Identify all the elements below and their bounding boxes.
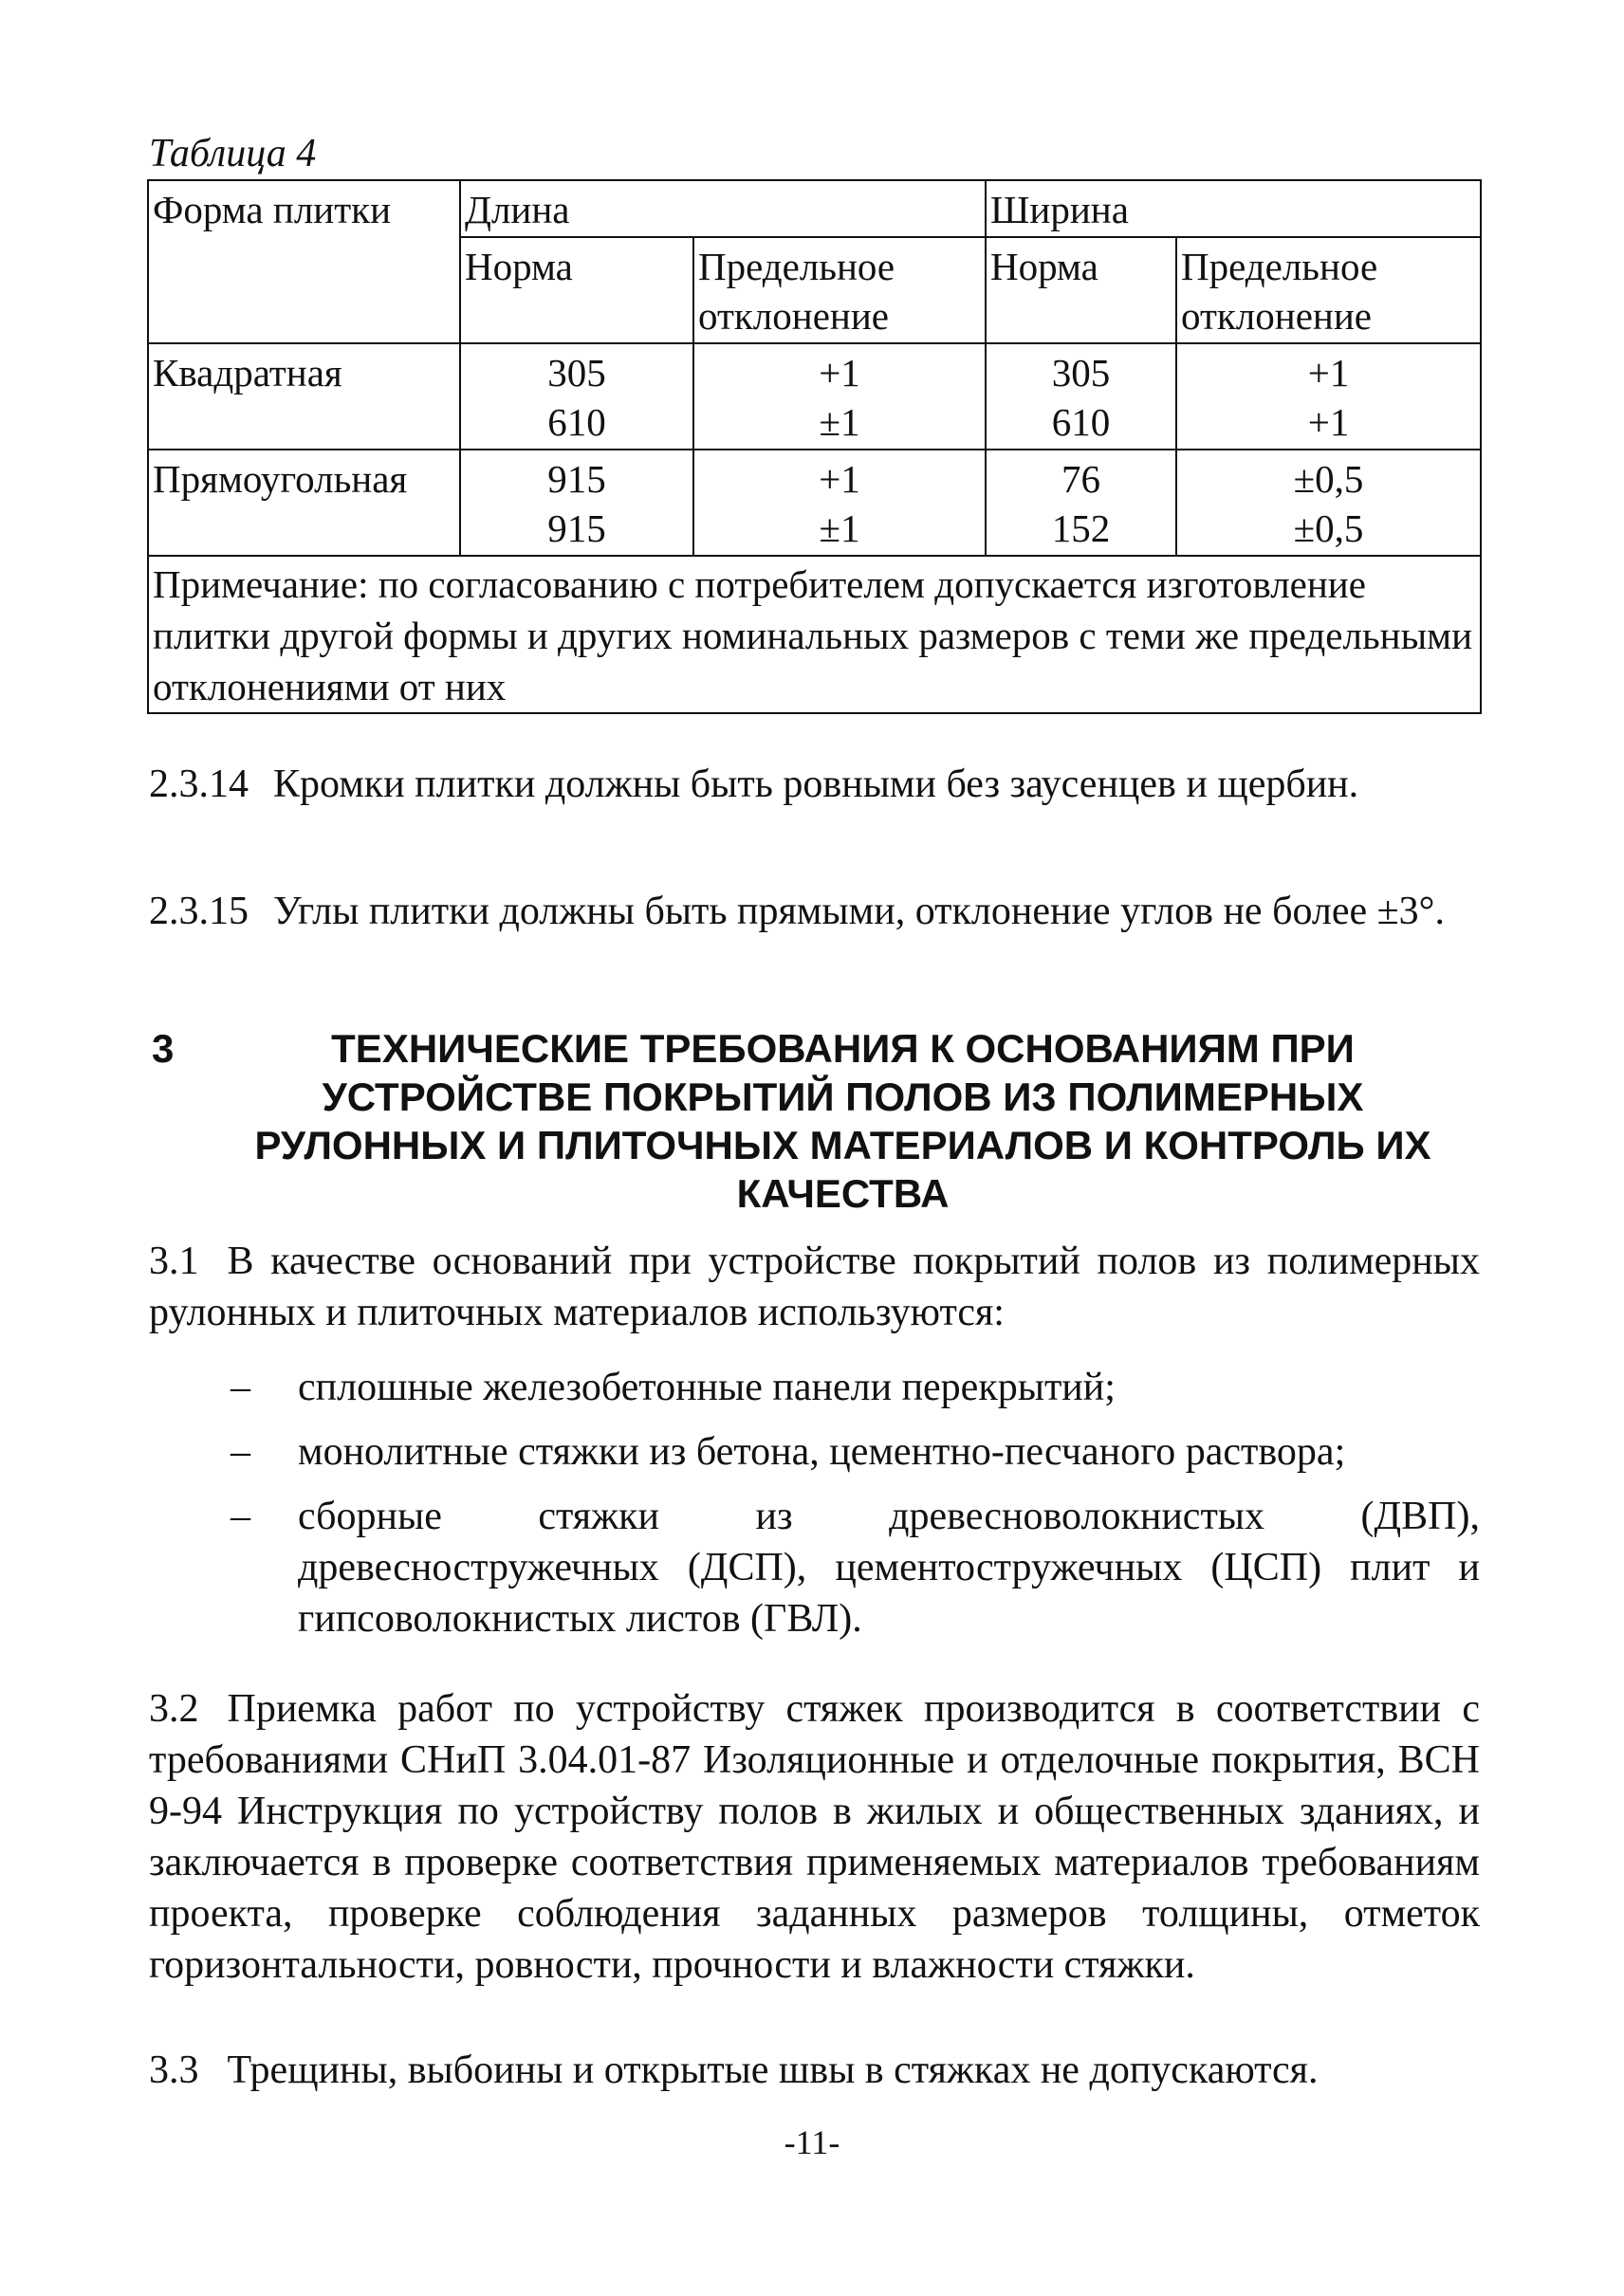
cell-value: +1 <box>1307 400 1350 444</box>
header-shape: Форма плитки <box>148 180 460 343</box>
cell-value: ±1 <box>819 400 860 444</box>
header-deviation-line: отклонение <box>1181 294 1372 338</box>
header-width: Ширина <box>986 180 1481 237</box>
clause-number: 2.3.14 <box>149 762 249 806</box>
cell-value: 915 <box>547 457 606 501</box>
clause-number: 3.2 <box>149 1687 199 1731</box>
tile-dimensions-table <box>147 179 1482 714</box>
table-row <box>148 343 1481 450</box>
cell-value: +1 <box>819 457 860 501</box>
table-row <box>148 450 1481 556</box>
cell-value: +1 <box>819 351 860 395</box>
clause-text: Кромки плитки должны быть ровными без заусенцев и щербин. <box>273 762 1359 806</box>
width-deviation-cell <box>1176 450 1481 556</box>
width-norm-cell <box>986 343 1176 450</box>
header-length-deviation <box>693 237 986 343</box>
list-dash: – <box>231 1366 250 1409</box>
header-width-norm: Норма <box>986 237 1176 343</box>
list-item <box>218 1491 1480 1644</box>
list-dash: – <box>231 1495 250 1538</box>
section-number: 3 <box>152 1026 175 1071</box>
clause-number: 3.1 <box>149 1240 199 1283</box>
header-width-deviation <box>1176 237 1481 343</box>
clause-number: 3.3 <box>149 2048 199 2092</box>
cell-value: +1 <box>1307 351 1350 395</box>
header-length-norm: Норма <box>460 237 693 343</box>
table-note: Примечание: по согласованию с потребителем допускается изготовление плитки другой формы и других номинальных размеров с теми же предельными отклонениями от них <box>148 556 1481 713</box>
clause-2-3-15 <box>149 886 1480 937</box>
clause-3-3 <box>149 2045 1480 2096</box>
shape-cell: Прямоугольная <box>148 450 460 556</box>
list-item <box>218 1426 1480 1478</box>
length-norm-cell <box>460 343 693 450</box>
cell-value: ±1 <box>819 506 860 550</box>
list-dash: – <box>231 1430 250 1474</box>
header-deviation-line: Предельное <box>698 245 895 288</box>
cell-value: 305 <box>1051 351 1111 395</box>
base-types-list <box>218 1362 1480 1644</box>
header-deviation-line: Предельное <box>1181 245 1378 288</box>
clause-text: Трещины, выбоины и открытые швы в стяжках не допускаются. <box>227 2048 1319 2092</box>
cell-value: ±0,5 <box>1293 506 1364 550</box>
length-deviation-cell <box>693 450 986 556</box>
cell-value: 152 <box>1051 506 1111 550</box>
clause-text: В качестве оснований при устройстве покрытий полов из полимерных рулонных и плиточных материалов используются: <box>149 1240 1480 1334</box>
width-deviation-cell <box>1176 343 1481 450</box>
cell-value: 305 <box>547 351 606 395</box>
length-norm-cell <box>460 450 693 556</box>
list-item <box>218 1362 1480 1413</box>
table-header-row <box>148 180 1481 237</box>
length-deviation-cell <box>693 343 986 450</box>
cell-value: ±0,5 <box>1293 457 1364 501</box>
clause-3-2 <box>149 1683 1480 1991</box>
cell-value: 610 <box>547 400 606 444</box>
clause-3-1 <box>149 1236 1480 1338</box>
list-item-text: сплошные железобетонные панели перекрытий; <box>298 1366 1116 1409</box>
cell-value: 610 <box>1051 400 1111 444</box>
width-norm-cell <box>986 450 1176 556</box>
table-caption: Таблица 4 <box>149 132 317 175</box>
clause-text: Приемка работ по устройству стяжек производится в соответствии с требованиями СНиП 3.04.01-87 Изоляционные и отделочные покрытия, ВСН 9-94 Инструкция по устройству полов в жилых и общественных зданиях, и заключается в проверке соответствия применяемых материалов требованиям проекта, проверке соблюдения заданных размеров толщины, отметок горизонтальности, ровности, прочности и влажности стяжки. <box>149 1687 1480 1987</box>
list-item-text: сборные стяжки из древесноволокнистых (ДВП), древесностружечных (ДСП), цементостружечных (ЦСП) плит и гипсоволокнистых листов (ГВЛ). <box>298 1495 1480 1641</box>
section-title: ТЕХНИЧЕСКИЕ ТРЕБОВАНИЯ К ОСНОВАНИЯМ ПРИ УСТРОЙСТВЕ ПОКРЫТИЙ ПОЛОВ ИЗ ПОЛИМЕРНЫХ РУЛОННЫХ И ПЛИТОЧНЫХ МАТЕРИАЛОВ И КОНТРОЛЬ ИХ КАЧЕСТВА <box>254 1026 1431 1216</box>
cell-value: 76 <box>1061 457 1101 501</box>
section-heading <box>152 1024 1480 1218</box>
clause-2-3-14 <box>149 759 1480 810</box>
header-length: Длина <box>460 180 986 237</box>
shape-cell: Квадратная <box>148 343 460 450</box>
cell-value: 915 <box>547 506 606 550</box>
clause-text: Углы плитки должны быть прямыми, отклонение углов не более ±3°. <box>273 890 1445 933</box>
table-note-row <box>148 556 1481 713</box>
header-deviation-line: отклонение <box>698 294 889 338</box>
page-number: -11- <box>784 2123 840 2161</box>
clause-number: 2.3.15 <box>149 890 249 933</box>
list-item-text: монолитные стяжки из бетона, цементно-песчаного раствора; <box>298 1430 1346 1474</box>
